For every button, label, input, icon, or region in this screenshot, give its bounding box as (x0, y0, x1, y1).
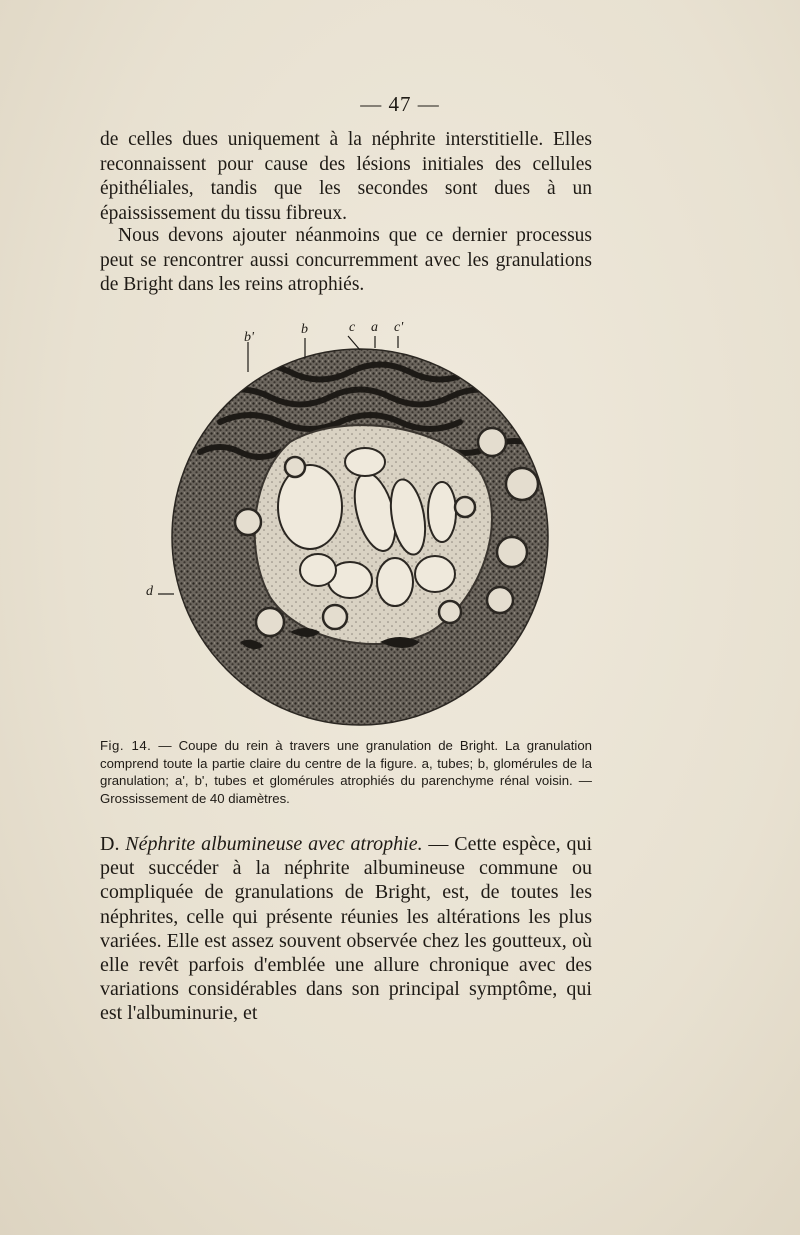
paragraph-2: Nous devons ajouter néanmoins que ce dernier processus peut se rencontrer aussi concurremment avec les granulations de Bright dans les reins atrophiés. (100, 225, 592, 295)
label-a: a (371, 320, 378, 335)
paragraph-1: de celles dues uniquement à la néphrite interstitielle. Elles reconnaissent pour cause des lésions initiales des cellules épithéliales, tandis que les secondes sont dues à un épaississement du tissu fibreux. (100, 129, 592, 224)
page-number: — 47 — (360, 92, 440, 116)
paragraph-3-text: — Cette espèce, qui peut succéder à la néphrite albumineuse commune ou compliquée de granulations de Bright, est, de toutes les néphrites, celle qui présente réunies les altérations les plus variées. Elle est assez souvent observée chez les goutteux, où elle revêt parfois d'emblée une allure chronique avec des variations considérables dans son principal symptôme, qui est l'albuminurie, et (100, 833, 592, 1025)
section-letter: D. (100, 833, 126, 855)
label-c: c (349, 320, 356, 335)
label-b-prime: b' (244, 330, 254, 345)
figure-caption-text: — Coupe du rein à travers une granulation de Bright. La granulation comprend toute la partie claire du centre de la figure. a, tubes; b, glomérules de la granulation; a', b', tubes et glomérules atrophiés du parenchyme rénal voisin. — Grossissement de 40 diamètres. (100, 738, 593, 806)
figure-caption (100, 737, 592, 807)
label-b: b (301, 322, 308, 337)
kidney-section-figure (146, 312, 570, 732)
label-d: d (146, 584, 153, 599)
section-title: Néphrite albumineuse avec atrophie. (125, 833, 423, 855)
figure-caption-label: Fig. 14. (100, 738, 152, 753)
label-c-prime: c' (394, 320, 404, 335)
paragraph-3 (100, 832, 592, 1026)
kidney-section-illustration (150, 312, 570, 732)
